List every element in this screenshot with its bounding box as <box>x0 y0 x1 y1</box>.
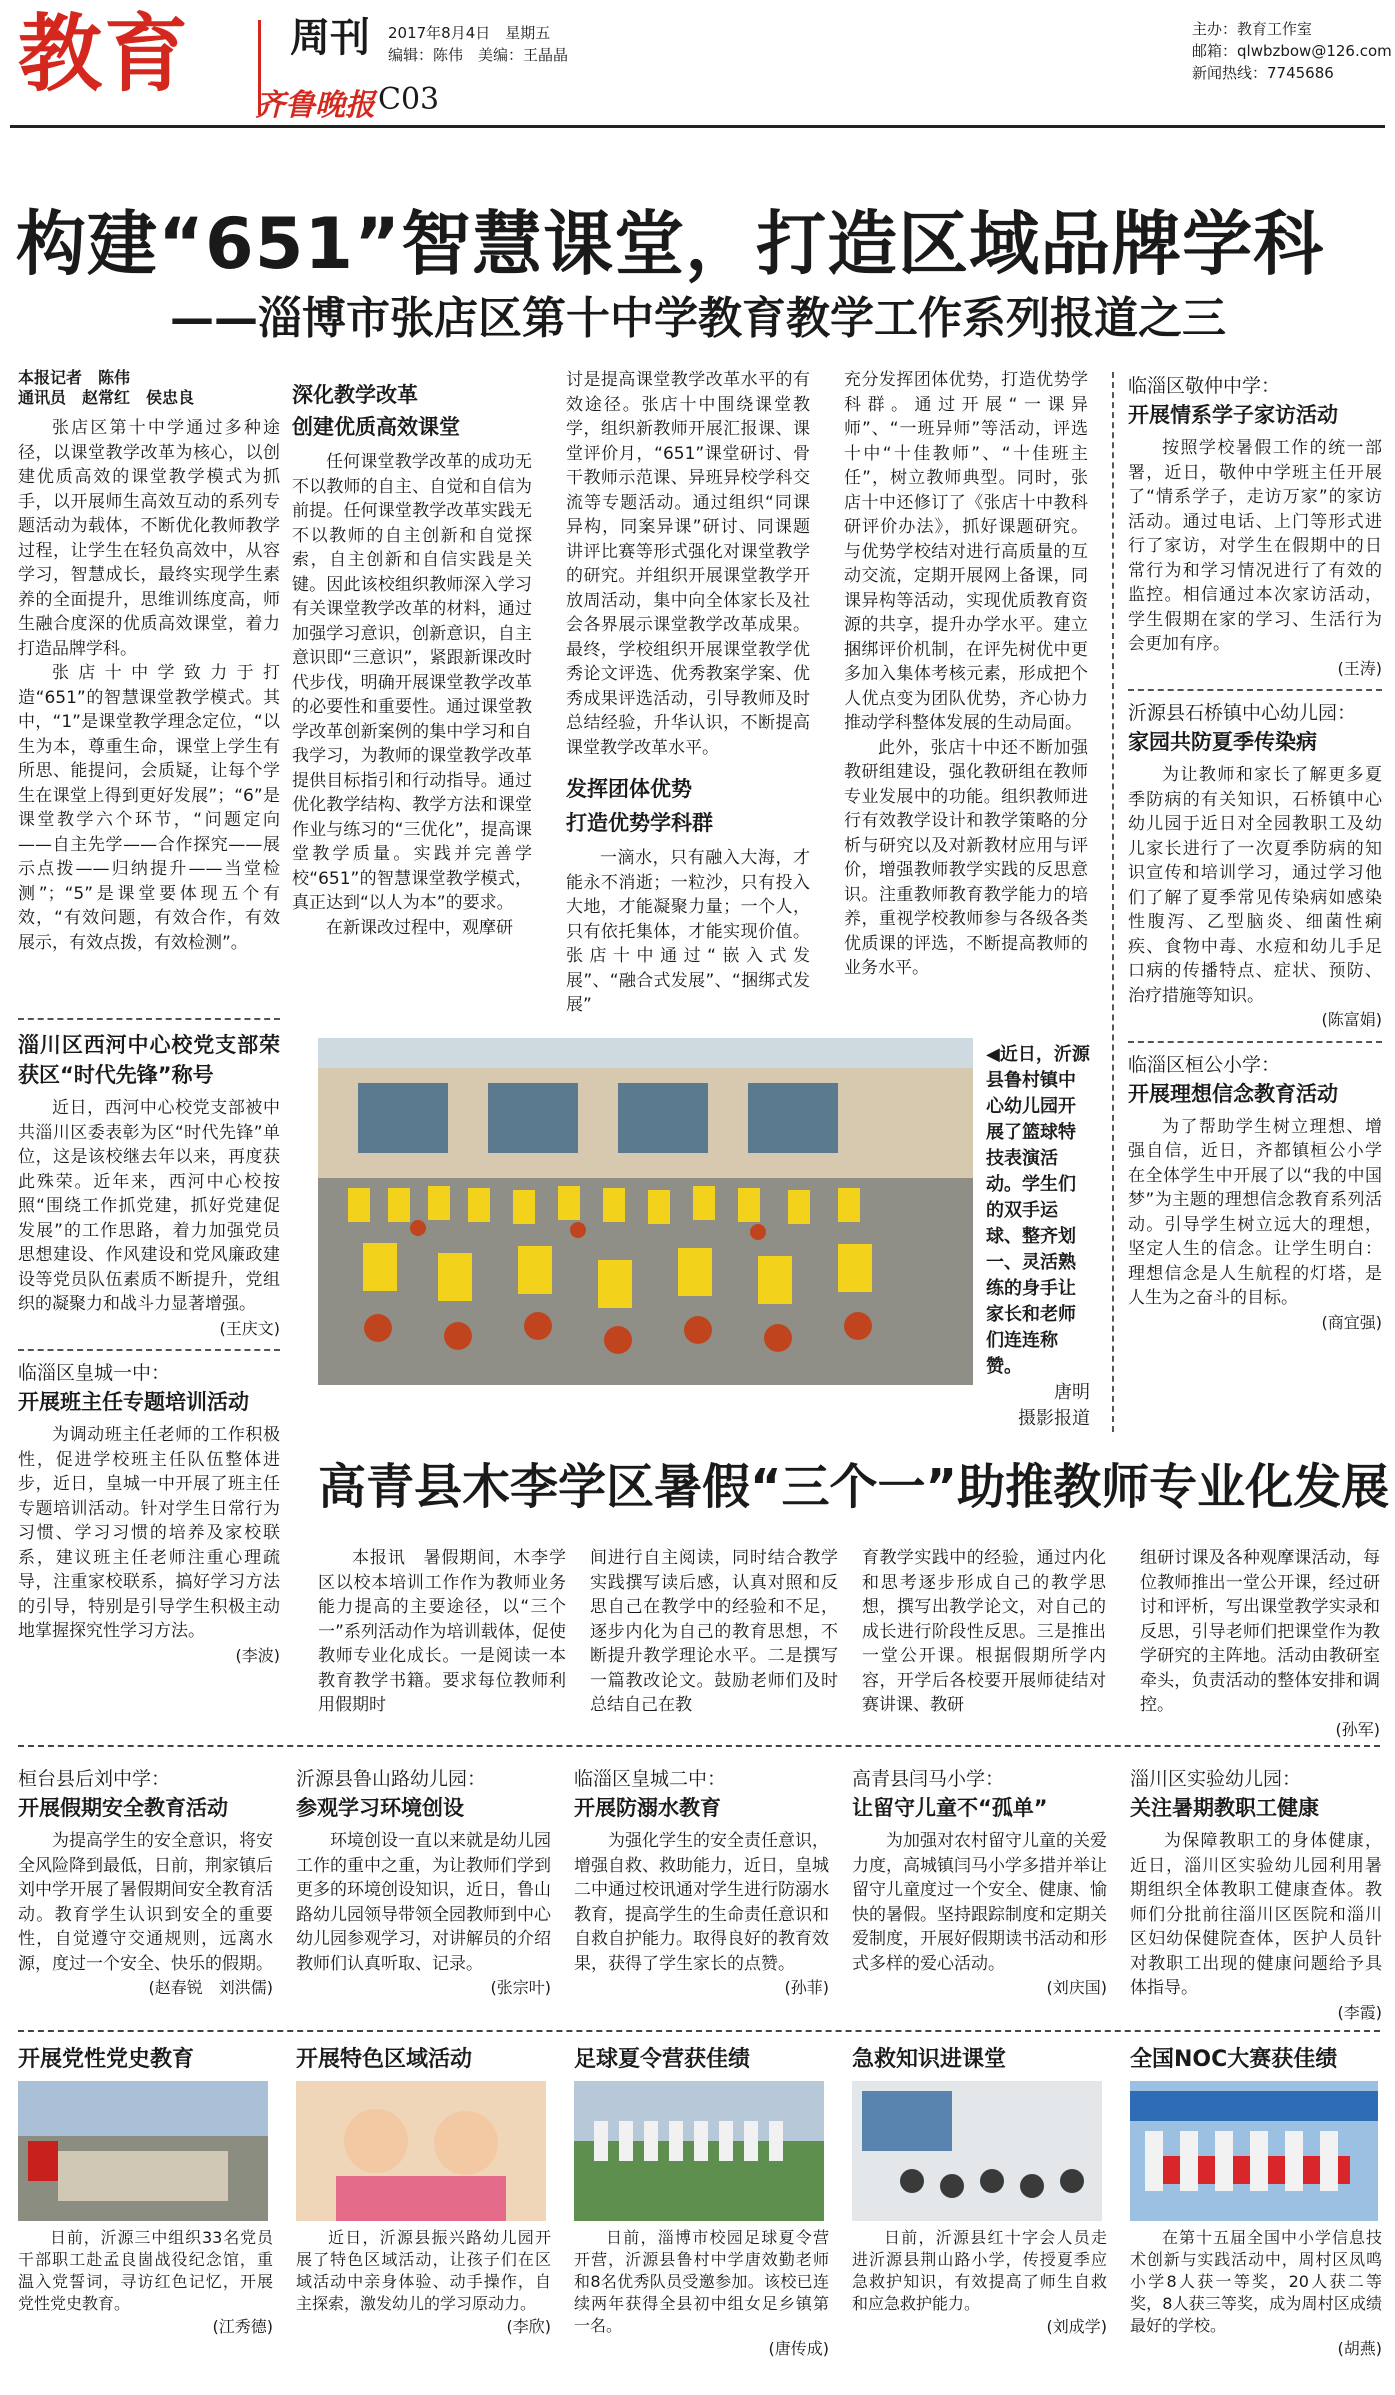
brief-location: 临淄区皇城二中： <box>574 1768 727 1790</box>
editors-line: 编辑：陈伟 美编：王晶晶 <box>388 46 569 64</box>
brief-credit: (王庆文) <box>219 1318 280 1338</box>
photo-caption <box>986 1042 1090 1429</box>
paragraph: 充分发挥团体优势，打造优势学科群。通过开展“一课异师”、“一班异师”等活动，评选十中“十佳教师”、“十佳班主任”，树立教师典型。同时，张店十中还修订了《张店十中教科研评价办法》，抓好课题研究。与优势学校结对进行高质量的互动交流，定期开展网上备课，同课异构等活动，实现优质教育资源的共享，提升办学水平。建立捆绑评价机制，在评先树优中更多加入集体考核元素，形成把个人优点变为团队优势，齐心协力推动学科整体发展的生动局面。 <box>844 370 1088 733</box>
brief-title: 开展特色区域活动 <box>296 2047 473 2072</box>
brief-title: 足球夏令营获佳绩 <box>574 2047 751 2072</box>
brief-credit: (张宗叶) <box>490 1978 551 1997</box>
brief-title: 开展情系学子家访活动 <box>1128 403 1338 427</box>
paragraph: 张店区第十中学通过多种途径，以课堂教学改革为核心，以创建优质高效的课堂教学模式为抓手，以开展师生高效互动的系列专题活动为载体，不断优化教师教学过程，让学生在轻负高效中，从容学习，智慧成长，最终实现学生素养的全面提升，思维训练度高，师生融合度深的优质高效课堂，着力打造品牌学科。 <box>18 418 280 659</box>
paper-logo: 齐鲁晚报 <box>255 88 375 123</box>
brief-body-wrap <box>574 2227 829 2337</box>
brief-body: 在第十五届全国中小学信息技术创新与实践活动中，周村区凤鸣小学8人获一等奖，20人获二等奖，8人获三等奖，成为周村区成绩最好的学校。 <box>1130 2228 1382 2335</box>
lead-headline: 构建“651”智慧课堂，打造区域品牌学科 <box>16 203 1325 285</box>
brief-item <box>1128 1051 1382 1336</box>
brief-body-wrap <box>852 2227 1107 2315</box>
host-line: 主办：教育工作室 <box>1192 20 1313 38</box>
brief-item <box>18 1030 280 1341</box>
brief-body: 为提高学生的安全意识，将安全风险降到最低，日前，荆家镇后刘中学开展了暑假期间安全教育活动。教育学生认识到安全的重要性，自觉遵守交通规则，远离水源，度过一个安全、快乐的假期。 <box>18 1831 273 1974</box>
weekly-label: 周刊 <box>290 15 370 61</box>
brief-title: 参观学习环境创设 <box>296 1796 464 1820</box>
mid-column-2 <box>590 1546 838 1726</box>
section-title: 教育 <box>18 5 191 103</box>
brief-body: 日前，沂源三中组织33名党员干部职工赴孟良崮战役纪念馆，重温入党誓词，寻访红色记忆，开展党性党史教育。 <box>18 2228 273 2313</box>
lead-column-3 <box>566 368 810 1015</box>
brief-location: 临淄区敬仲中学： <box>1128 375 1281 397</box>
kindergarten-basketball-photo <box>318 1038 973 1385</box>
brief-credit: (陈富娟) <box>1321 1010 1382 1029</box>
brief-body: 为让教师和家长了解更多夏季防病的有关知识，石桥镇中心幼儿园于近日对全园教职工及幼儿家长进行了一次夏季防病的知识宣传和培训学习，通过学习他们了解了夏季常见传染病如感染性腹泻、乙型脑炎、细菌性痢疾、食物中毒、水痘和幼儿手足口病的传播特点、症状、预防、治疗措施等知识。 <box>1128 765 1382 1006</box>
right-sidebar <box>1128 372 1382 1432</box>
noc-contest-illustration <box>1130 2081 1378 2221</box>
masthead-rule <box>10 125 1385 128</box>
brief-location: 淄川区实验幼儿园： <box>1130 1768 1302 1790</box>
paragraph: 间进行自主阅读，同时结合教学实践撰写读后感，认真对照和反思自己在教学中的经验和不足，逐步内化为自己的教育思想，不断提升教学理论水平。二是撰写一篇教改论文。鼓励老师们及时总结自己在教 <box>590 1548 838 1715</box>
section-divider <box>18 1745 1380 1747</box>
paragraph: 一滴水，只有融入大海，才能永不消逝；一粒沙，只有投入大地，才能凝聚力量；一个人，只有依托集体，才能实现价值。张店十中通过“嵌入式发展”、“融合式发展”、“捆绑式发展” <box>566 848 810 1015</box>
caption-text: ◀近日，沂源县鲁村镇中心幼儿园开展了篮球特技表演活动。学生们的双手运球、整齐划一、灵活熟练的身手让家长和老师们连连称赞。 <box>986 1044 1090 1377</box>
section-heading: 发挥团体优势 <box>566 777 692 801</box>
byline-correspondent: 通讯员 赵常红 侯忠良 <box>18 388 195 407</box>
brief-credit: (李波) <box>235 1645 280 1665</box>
mid-headline: 高青县木李学区暑假“三个一”助推教师专业化发展 <box>318 1459 1390 1515</box>
brief-body-wrap <box>1130 2227 1382 2337</box>
paragraph: 本报讯 暑假期间，木李学区以校本培训工作作为教师业务能力提高的主要途径，以“三个一”系列活动作为培训载体，促使教师专业化成长。一是阅读一本教育教学书籍。要求每位教师利用假期时 <box>318 1548 566 1715</box>
photo-brief-5 <box>1130 2045 1382 2390</box>
brief-body: 为强化学生的安全责任意识，增强自救、救助能力，近日，皇城二中通过校讯通对学生进行防溺水教育，提高学生的生命责任意识和自救自护能力。取得良好的教育效果，获得了学生家长的点赞。 <box>574 1831 829 1974</box>
brief-body: 为了帮助学生树立理想、增强自信，近日，齐都镇桓公小学在全体学生中开展了以“我的中国梦”为主题的理想信念教育系列活动。引导学生树立远大的理想，坚定人生的信念。让学生明白：理想信念是人生航程的灯塔，是人生为之奋斗的目标。 <box>1128 1116 1382 1308</box>
hotline-line: 新闻热线：7745686 <box>1192 64 1334 82</box>
email-line: 邮箱：qlwbzbow@126.com <box>1192 42 1392 60</box>
brief-row1-4 <box>852 1765 1107 2055</box>
brief-title: 开展理想信念教育活动 <box>1128 1081 1338 1106</box>
photo-brief-3 <box>574 2045 829 2390</box>
brief-row1-1 <box>18 1765 273 2055</box>
football-camp-photo <box>574 2081 824 2221</box>
section-divider <box>18 2030 1380 2032</box>
brief-body: 按照学校暑假工作的统一部署，近日，敬仲中学班主任开展了“情系学子，走访万家”的家访活动。通过电话、上门等形式进行了家访，对学生在假期中的日常行为和学习情况进行了有效的监控。相信通过本次家访活动，学生假期在家的学习、生活行为会更加有序。 <box>1128 438 1382 654</box>
brief-credit: (刘庆国) <box>1046 1978 1107 1997</box>
lead-column-4 <box>844 368 1088 1008</box>
brief-credit: (商宜强) <box>1321 1312 1382 1332</box>
brief-body: 近日，沂源县振兴路幼儿园开展了特色区域活动，让孩子们在区域活动中亲身体验、动手操作，自主探索，激发幼儿的学习原动力。 <box>296 2228 551 2313</box>
brief-body-wrap <box>296 2227 551 2315</box>
first-aid-photo <box>852 2081 1102 2221</box>
brief-item <box>1128 699 1382 1033</box>
brief-title: 家园共防夏季传染病 <box>1128 730 1317 754</box>
byline-reporter: 本报记者 陈伟 <box>18 368 131 387</box>
brief-title: 开展班主任专题培训活动 <box>18 1390 249 1414</box>
brief-body-wrap <box>18 2227 273 2315</box>
left-briefs <box>18 1030 280 1710</box>
brief-item <box>18 1359 280 1668</box>
brief-title: 关注暑期教职工健康 <box>1130 1796 1319 1820</box>
brief-item <box>1128 372 1382 681</box>
brief-body: 日前，淄博市校园足球夏令营开营，沂源县鲁村中学唐效勤老师和8名优秀队员受邀参加。该校已连续两年获得全县初中组女足乡镇第一名。 <box>574 2228 829 2335</box>
paragraph: 此外，张店十中还不断加强教研组建设，强化教研组在教师专业发展中的功能。组织教师进行有效教学设计和教学策略的分析与研究以及对新教材应用与评价，增强教师教学实践的反思意识。注重教师教育教学能力的培养，重视学校教师参与各级各类优质课的评选，不断提高教师的业务水平。 <box>844 737 1088 978</box>
party-history-photo <box>18 2081 268 2221</box>
mid-column-3 <box>862 1546 1106 1726</box>
brief-row1-3 <box>574 1765 829 2055</box>
divider <box>1128 1041 1382 1043</box>
section-heading: 打造优势学科群 <box>566 811 713 835</box>
brief-credit: (胡燕) <box>1337 2339 1382 2358</box>
divider <box>18 1349 280 1351</box>
brief-body: 为加强对农村留守儿童的关爱力度，高城镇闫马小学多措并举让留守儿童度过一个安全、健康、愉快的暑假。坚持跟踪制度和定期关爱制度，开展好假期读书活动和形式多样的爱心活动。 <box>852 1831 1107 1974</box>
issue-date: 2017年8月4日 星期五 <box>388 24 551 42</box>
paragraph: 在新课改过程中，观摩研 <box>326 917 513 938</box>
brief-title: 开展防溺水教育 <box>574 1796 721 1820</box>
brief-body: 近日，西河中心校党支部被中共淄川区委表彰为区“时代先锋”单位，这是该校继去年以来，再度获此殊荣。近年来，西河中心校按照“围绕工作抓党建，抓好党建促发展”的工作思路，着力加强党员思想建设、作风建设和党风廉政建设等党员队伍素质不断提升，党组织的凝聚力和战斗力显著增强。 <box>18 1098 280 1314</box>
brief-location: 沂源县石桥镇中心幼儿园： <box>1128 702 1357 724</box>
section-heading: 深化教学改革 <box>292 383 418 407</box>
brief-credit: (江秀德) <box>212 2317 273 2336</box>
brief-title: 开展假期安全教育活动 <box>18 1796 228 1820</box>
brief-title: 开展党性党史教育 <box>18 2047 195 2072</box>
mid-column-4 <box>1140 1546 1380 1739</box>
photo-brief-1 <box>18 2045 273 2390</box>
brief-title: 淄川区西河中心校党支部荣获区“时代先锋”称号 <box>18 1033 280 1087</box>
brief-credit: (李霞) <box>1337 2002 1382 2022</box>
brief-credit: (刘成学) <box>1046 2317 1107 2336</box>
caption-credit-2: 摄影报道 <box>1018 1408 1090 1429</box>
brief-body: 日前，沂源县红十字会人员走进沂源县荆山路小学，传授夏季应急救护知识，有效提高了师生自救和应急救护能力。 <box>852 2228 1107 2313</box>
noc-contest-photo <box>1130 2081 1378 2221</box>
brief-credit: (唐传成) <box>768 2339 829 2358</box>
divider <box>1128 689 1382 691</box>
football-camp-illustration <box>574 2081 824 2221</box>
lead-column-1 <box>18 368 280 1008</box>
brief-credit: (赵春锐 刘洪儒) <box>148 1978 273 1997</box>
divider <box>18 1018 280 1020</box>
basketball-photo-illustration <box>318 1038 973 1385</box>
brief-body: 为保障教职工的身体健康，近日，淄川区实验幼儿园利用暑期组织全体教职工健康查体。教师们分批前往淄川区医院和淄川区妇幼保健院查体，医护人员针对教职工出现的健康问题给予具体指导。 <box>1130 1831 1382 1998</box>
brief-credit: (李欣) <box>506 2317 551 2336</box>
brief-title: 急救知识进课堂 <box>852 2047 1007 2072</box>
paragraph: 讨是提高课堂教学改革水平的有效途径。张店十中围绕课堂教学，组织新教师开展汇报课、课堂评价月，“651”课堂研讨、骨干教师示范课、异班异校学科交流等专题活动。通过组织“同课异构，同案异课”研讨、同课题讲评比赛等形式强化对课堂教学的研究。并组织开展课堂教学开放周活动，集中向全体家长及社会各界展示课堂教学改革成果。最终，学校组织开展课堂教学优秀论文评选、优秀教案学案、优秀成果评选活动，引导教师及时总结经验，升华认识，不断提高课堂教学改革水平。 <box>566 370 810 758</box>
lead-subhead: ——淄博市张店区第十中学教育教学工作系列报道之三 <box>170 293 1226 344</box>
brief-location: 临淄区桓公小学： <box>1128 1053 1281 1076</box>
area-activity-photo <box>296 2081 546 2221</box>
brief-credit: (王涛) <box>1337 658 1382 678</box>
brief-body: 为调动班主任老师的工作积极性，促进学校班主任队伍整体进步，近日，皇城一中开展了班主任专题培训活动。针对学生日常行为习惯、学习习惯的培养及家校联系，建议班主任老师注重心理疏导，注重家校联系，搞好学习方法的引导，特别是引导学生积极主动地掌握探究性学习方法。 <box>18 1425 280 1641</box>
brief-title: 让留守儿童不“孤单” <box>852 1796 1048 1820</box>
contact-block <box>1192 18 1392 84</box>
brief-credit: (孙菲) <box>784 1978 829 1997</box>
paragraph: 组研讨课及各种观摩课活动，每位教师推出一堂公开课，经过研讨和评析，写出课堂教学实录和反思，引导老师们把课堂作为教学研究的主阵地。活动由教研室牵头，负责活动的整体安排和调控。 <box>1140 1548 1380 1715</box>
brief-location: 沂源县鲁山路幼儿园： <box>296 1768 487 1790</box>
sidebar-divider <box>1112 372 1114 1432</box>
caption-credit: 唐明 <box>1054 1382 1090 1403</box>
lead-column-2 <box>292 380 532 1008</box>
brief-location: 高青县闫马小学： <box>852 1768 1005 1790</box>
photo-brief-4 <box>852 2045 1107 2390</box>
brief-title: 全国NOC大赛获佳绩 <box>1130 2047 1338 2072</box>
paragraph: 张店十中学致力于打造“651”的智慧课堂教学模式。其中，“1”是课堂教学理念定位，“以生为本，尊重生命，课堂上学生有所思、能提问，会质疑，让每个学生在课堂上得到更好发展”；“6”是课堂教学六个环节，“问题定向——自主先学——合作探究——展示点拨——归纳提升——当堂检测”；“5”是课堂要体现五个有效，“有效问题，有效合作，有效展示，有效点拨，有效检测”。 <box>18 663 280 953</box>
brief-location: 临淄区皇城一中： <box>18 1362 171 1384</box>
first-aid-illustration <box>852 2081 1102 2221</box>
mid-credit: (孙军) <box>1335 1719 1380 1739</box>
brief-row1-2 <box>296 1765 551 2055</box>
section-heading: 创建优质高效课堂 <box>292 415 460 439</box>
party-history-illustration <box>18 2081 268 2221</box>
mid-column-1 <box>318 1546 566 1726</box>
area-activity-illustration <box>296 2081 546 2221</box>
page-number: C03 <box>378 82 440 117</box>
brief-location: 桓台县后刘中学： <box>18 1768 171 1790</box>
photo-brief-2 <box>296 2045 551 2390</box>
paragraph: 育教学实践中的经验，通过内化和思考逐步形成自己的教学思想，撰写出教学论文，对自己的成长进行阶段性反思。三是推出一堂公开课。根据假期所学内容，开学后各校要开展师徒结对赛讲课、教研 <box>862 1548 1106 1715</box>
paragraph: 任何课堂教学改革的成功无不以教师的自主、自觉和自信为前提。任何课堂教学改革实践无不以教师的自主创新和自觉探索，自主创新和自信实践是关键。因此该校组织教师深入学习有关课堂教学改革的材料，通过加强学习意识，创新意识，自主意识即“三意识”，紧跟新课改时代步伐，明确开展课堂教学改革的必要性和重要性。通过课堂教学改革创新案例的集中学习和自我学习，为教师的课堂教学改革提供目标指引和行动指导。通过优化教学结构、教学方法和课堂作业与练习的“三优化”，提高课堂教学质量。实践并完善学校“651”的智慧课堂教学模式，真正达到“以人为本”的要求。 <box>292 452 532 913</box>
brief-row1-5 <box>1130 1765 1382 2055</box>
brief-body: 环境创设一直以来就是幼儿园工作的重中之重，为让教师们学到更多的环境创设知识，近日，鲁山路幼儿园领导带领全园教师到中心幼儿园参观学习，对讲解员的介绍教师们认真听取、记录。 <box>296 1831 551 1974</box>
